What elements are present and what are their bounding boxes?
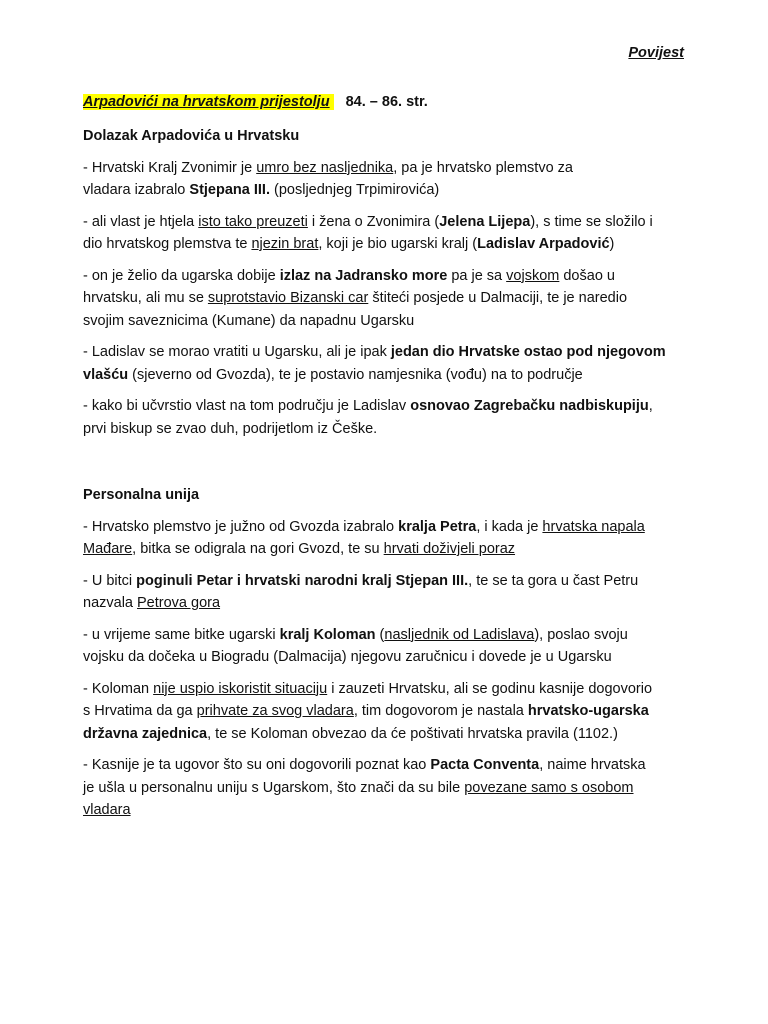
underlined-term: njezin brat	[251, 236, 319, 252]
lesson-title-line	[83, 94, 428, 110]
text-run: (sjeverno od Gvozda), te je postavio namjesnika (vođu) na to područje	[128, 366, 583, 383]
underlined-term: Petrova gora	[137, 595, 221, 611]
text-run: (posljednjeg Trpimirovića)	[270, 182, 440, 198]
bold-term: Ladislav Arpadović	[477, 236, 610, 252]
subject-header: Povijest	[628, 45, 684, 61]
text-run: štiteći posjede u Dalmaciji, te je naredio	[368, 290, 628, 306]
bold-term: Jelena Lijepa	[439, 213, 531, 230]
bullet-paragraph	[83, 678, 735, 746]
bullet-paragraph	[83, 211, 735, 256]
text-run: - kako bi učvrstio vlast na tom području je Ladislav	[83, 398, 411, 414]
underlined-term: vladara	[83, 802, 131, 818]
section-paragraphs	[83, 157, 735, 441]
lesson-title: Arpadovići na hrvatskom prijestolju	[83, 94, 334, 110]
bold-term: Pacta Conventa	[430, 757, 540, 773]
text-run: svojim saveznicima (Kumane) da napadnu Ugarsku	[83, 312, 415, 329]
section-heading: Dolazak Arpadovića u Hrvatsku	[83, 128, 300, 144]
text-run: , te se Koloman obvezao da će poštivati hrvatska pravila (1102.)	[207, 725, 618, 742]
bullet-paragraph	[83, 341, 735, 386]
text-run: , bitka se odigrala na gori Gvozd, te su	[132, 541, 384, 557]
text-run: - Hrvatsko plemstvo je južno od Gvozda izabralo	[83, 518, 399, 535]
text-run: - ali vlast je htjela	[83, 213, 199, 230]
text-run: vladara izabralo	[83, 182, 190, 198]
bold-term: hrvatsko-ugarska	[527, 703, 649, 719]
bold-term: vlašću	[83, 366, 129, 383]
bullet-paragraph	[83, 516, 735, 561]
bold-term: osnovao Zagrebačku nadbiskupiju	[410, 398, 649, 414]
underlined-term: vojskom	[506, 267, 560, 284]
text-run: - Kasnije je ta ugovor što su oni dogovorili poznat kao	[83, 757, 431, 773]
bullet-paragraph	[83, 395, 735, 440]
bullet-paragraph	[83, 754, 735, 822]
text-run: ,	[648, 398, 653, 414]
underlined-term: nije uspio iskoristit situaciju	[153, 680, 328, 697]
underlined-term: hrvatska napala	[542, 518, 645, 535]
text-run: ), poslao svoju	[534, 626, 628, 643]
bold-term: jedan dio Hrvatske ostao pod njegovom	[390, 344, 666, 360]
bold-term: kralj Koloman	[279, 626, 376, 643]
text-run: i zauzeti Hrvatsku, ali se godinu kasnije dogovorio	[327, 680, 653, 697]
underlined-term: umro bez nasljednika	[256, 159, 394, 176]
text-run: - Koloman	[83, 680, 154, 697]
page-range: 84. – 86. str.	[345, 94, 428, 110]
underlined-term: isto tako preuzeti	[198, 213, 308, 230]
text-run: je ušla u personalnu uniju s Ugarskom, što znači da su bile	[83, 779, 465, 796]
text-run: - Ladislav se morao vratiti u Ugarsku, ali je ipak	[83, 344, 391, 360]
text-run: (	[375, 626, 385, 643]
section-paragraphs	[83, 516, 735, 822]
section-personal-union	[83, 484, 735, 822]
underlined-term: hrvati doživjeli poraz	[383, 541, 516, 557]
text-run: pa je sa	[447, 267, 507, 284]
underlined-term: nasljednik od Ladislava	[384, 626, 535, 643]
text-run: - U bitci	[83, 572, 137, 589]
bold-term: Stjepana III.	[189, 182, 270, 198]
text-run: , i kada je	[476, 518, 543, 535]
bullet-paragraph	[83, 624, 735, 669]
text-run: , naime hrvatska	[539, 757, 646, 773]
underlined-term: povezane samo s osobom	[464, 779, 634, 796]
underlined-term: suprotstavio Bizanski car	[207, 290, 369, 306]
text-run: - u vrijeme same bitke ugarski	[83, 626, 280, 643]
text-run: i žena o Zvonimira (	[307, 213, 440, 230]
bullet-paragraph	[83, 265, 735, 333]
text-run: hrvatsku, ali mu se	[83, 290, 208, 306]
text-run: , pa je hrvatsko plemstvo za	[393, 159, 573, 176]
bullet-paragraph	[83, 157, 735, 202]
text-run: )	[609, 236, 615, 252]
text-run: , tim dogovorom je nastala	[353, 703, 528, 719]
section-heading: Personalna unija	[83, 487, 200, 503]
text-run: nazvala	[83, 595, 138, 611]
bold-term: državna zajednica	[83, 725, 208, 742]
underlined-term: Mađare	[83, 541, 133, 557]
section-arrival	[83, 125, 735, 440]
text-run: - Hrvatski Kralj Zvonimir je	[83, 159, 257, 176]
bold-term: poginuli Petar i hrvatski narodni kralj Stjepan III.	[136, 572, 469, 589]
text-run: dio hrvatskog plemstva te	[83, 236, 252, 252]
text-run: , te se ta gora u čast Petru	[468, 572, 639, 589]
bold-term: izlaz na Jadransko more	[279, 267, 448, 284]
text-run: - on je želio da ugarska dobije	[83, 267, 280, 284]
text-run: s Hrvatima da ga	[83, 703, 197, 719]
text-run: ), s time se složilo i	[530, 213, 653, 230]
text-run: , koji je bio ugarski kralj (	[318, 236, 478, 252]
bold-term: kralja Petra	[398, 518, 477, 535]
text-run: prvi biskup se zvao duh, podrijetlom iz Češke.	[83, 420, 378, 437]
text-run: vojsku da dočeka u Biogradu (Dalmacija) njegovu zaručnicu i dovede je u Ugarsku	[83, 649, 612, 665]
text-run: došao u	[559, 267, 615, 284]
bullet-paragraph	[83, 570, 735, 615]
underlined-term: prihvate za svog vladara	[196, 703, 354, 719]
